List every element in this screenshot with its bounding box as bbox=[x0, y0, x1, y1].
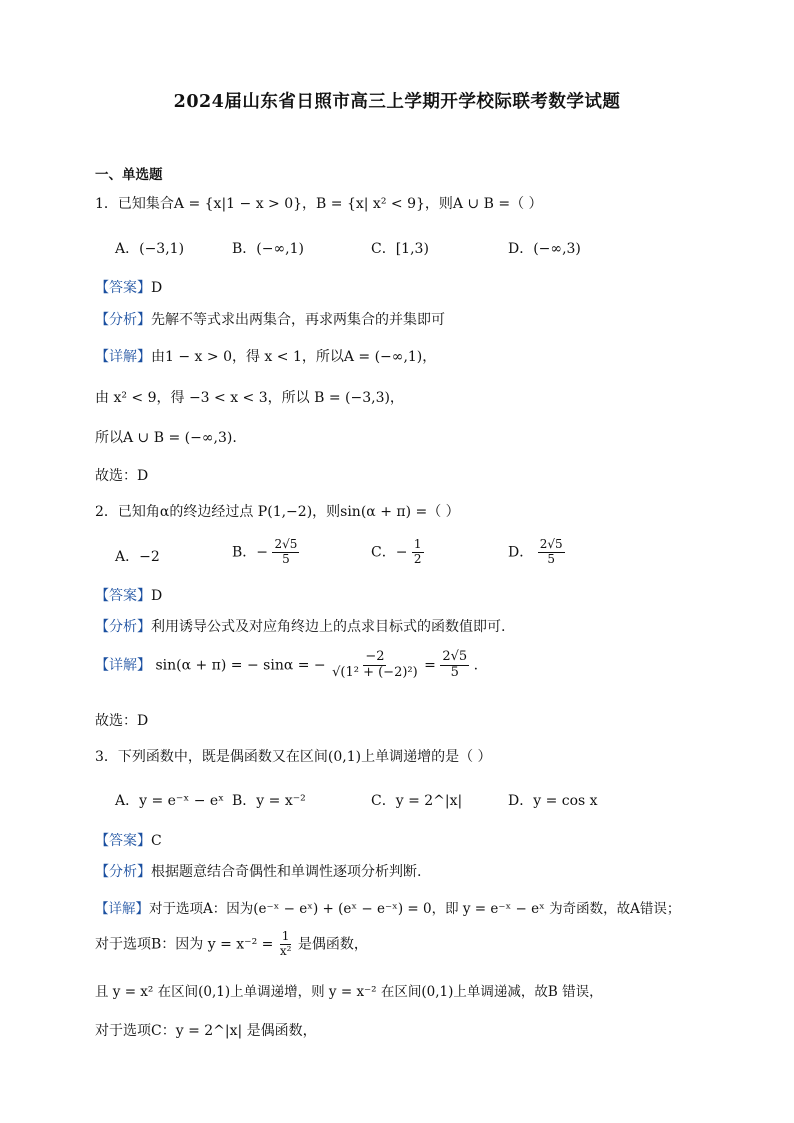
q1-detail-1 bbox=[95, 346, 436, 366]
q3-option-c: C．y = 2^|x| bbox=[371, 793, 463, 809]
q2-option-d-numerator: 2√5 bbox=[539, 537, 563, 551]
analysis-text: 先解不等式求出两集合，再求两集合的并集即可 bbox=[151, 312, 445, 328]
q2-option-c-denominator: 2 bbox=[413, 551, 422, 566]
question-1-stem: 1．已知集合A = {x|1 − x > 0}，B = {x| x² < 9}，则A ∪ B =（ ） bbox=[95, 196, 543, 212]
detail-2-numerator: 1 bbox=[281, 929, 290, 943]
q3-option-a: A．y = e⁻ˣ − eˣ bbox=[115, 793, 225, 809]
q3-detail-1 bbox=[95, 897, 680, 917]
page-title: 2024届山东省日照市高三上学期开学校际联考数学试题 bbox=[173, 92, 621, 112]
q2-option-b-numerator: 2√5 bbox=[274, 537, 298, 551]
analysis-tag: 【分析】 bbox=[95, 312, 151, 328]
analysis-tag: 【分析】 bbox=[95, 619, 151, 635]
analysis-tag: 【分析】 bbox=[95, 864, 151, 880]
q3-option-d: D．y = cos x bbox=[508, 793, 598, 809]
detail-fraction-1-denominator: √(1² + (−2)²) bbox=[332, 664, 418, 680]
answer-value: D bbox=[151, 588, 163, 604]
answer-value: C bbox=[151, 833, 162, 849]
q3-detail-4: 对于选项C：y = 2^|x| 是偶函数， bbox=[95, 1023, 317, 1039]
q2-option-b-prefix: B．− bbox=[232, 544, 269, 561]
question-3-stem: 3．下列函数中，既是偶函数又在区间(0,1)上单调递增的是（ ） bbox=[95, 749, 492, 765]
answer-tag: 【答案】 bbox=[95, 833, 151, 849]
q2-option-b-denominator: 5 bbox=[282, 551, 290, 566]
q1-option-b: B．(−∞,1) bbox=[232, 241, 304, 257]
answer-tag: 【答案】 bbox=[95, 588, 151, 604]
q1-option-d: D．(−∞,3) bbox=[508, 241, 581, 257]
answer-value: D bbox=[151, 280, 163, 296]
q3-analysis bbox=[95, 861, 421, 881]
q3-answer bbox=[95, 830, 162, 850]
detail-lhs: sin(α + π) = − sinα = − bbox=[155, 657, 326, 674]
detail-equals: = bbox=[424, 657, 436, 674]
detail-2-prefix: 对于选项B：因为 y = x⁻² = bbox=[95, 936, 274, 953]
section-heading: 一、单选题 bbox=[95, 167, 163, 183]
detail-text: 对于选项A：因为(e⁻ˣ − eˣ) + (eˣ − e⁻ˣ) = 0，即 y = e⁻ˣ − eˣ 为奇函数，故A错误； bbox=[149, 901, 681, 917]
q2-option-b bbox=[232, 538, 299, 567]
q2-answer bbox=[95, 585, 162, 605]
detail-text: 由1 − x > 0，得 x < 1，所以A = (−∞,1)， bbox=[151, 349, 437, 365]
q2-choice: 故选：D bbox=[95, 713, 149, 729]
detail-tag: 【详解】 bbox=[95, 349, 151, 365]
q1-detail-3: 所以A ∪ B = (−∞,3). bbox=[95, 430, 237, 446]
detail-2-suffix: 是偶函数， bbox=[297, 936, 368, 953]
q3-detail-3: 且 y = x² 在区间(0,1)上单调递增，则 y = x⁻² 在区间(0,1)上单调递减，故B 错误， bbox=[95, 984, 603, 1000]
detail-2-denominator: x² bbox=[279, 943, 292, 958]
detail-tag: 【详解】 bbox=[95, 657, 151, 674]
q2-option-d-denominator: 5 bbox=[547, 551, 555, 566]
q2-option-c bbox=[371, 538, 424, 567]
q3-detail-2 bbox=[95, 930, 368, 959]
q2-detail bbox=[95, 650, 478, 681]
detail-tag: 【详解】 bbox=[95, 901, 149, 917]
analysis-text: 利用诱导公式及对应角终边上的点求目标式的函数值即可. bbox=[151, 619, 506, 635]
analysis-text: 根据题意结合奇偶性和单调性逐项分析判断. bbox=[151, 864, 422, 880]
detail-fraction-1-numerator: −2 bbox=[365, 649, 385, 664]
question-2-stem: 2．已知角α的终边经过点 P(1,−2)，则sin(α + π) =（ ） bbox=[95, 504, 460, 520]
detail-fraction-2-numerator: 2√5 bbox=[442, 649, 468, 664]
q3-option-b: B．y = x⁻² bbox=[232, 793, 306, 809]
q2-option-a: A．−2 bbox=[115, 549, 160, 565]
q1-analysis bbox=[95, 309, 445, 329]
answer-tag: 【答案】 bbox=[95, 280, 151, 296]
detail-fraction-2-denominator: 5 bbox=[450, 664, 459, 680]
q2-option-d-prefix: D． bbox=[508, 544, 534, 561]
q1-option-c: C．[1,3) bbox=[371, 241, 429, 257]
q2-analysis bbox=[95, 616, 505, 636]
q1-choice: 故选：D bbox=[95, 468, 149, 484]
q2-option-c-numerator: 1 bbox=[413, 537, 422, 551]
q1-option-a: A．(−3,1) bbox=[115, 241, 185, 257]
q2-option-c-prefix: C．− bbox=[371, 544, 408, 561]
q2-option-d bbox=[508, 538, 565, 567]
q1-detail-2: 由 x² < 9，得 −3 < x < 3，所以 B = (−3,3)， bbox=[95, 390, 404, 406]
detail-end: . bbox=[473, 657, 479, 674]
q1-answer bbox=[95, 277, 162, 297]
